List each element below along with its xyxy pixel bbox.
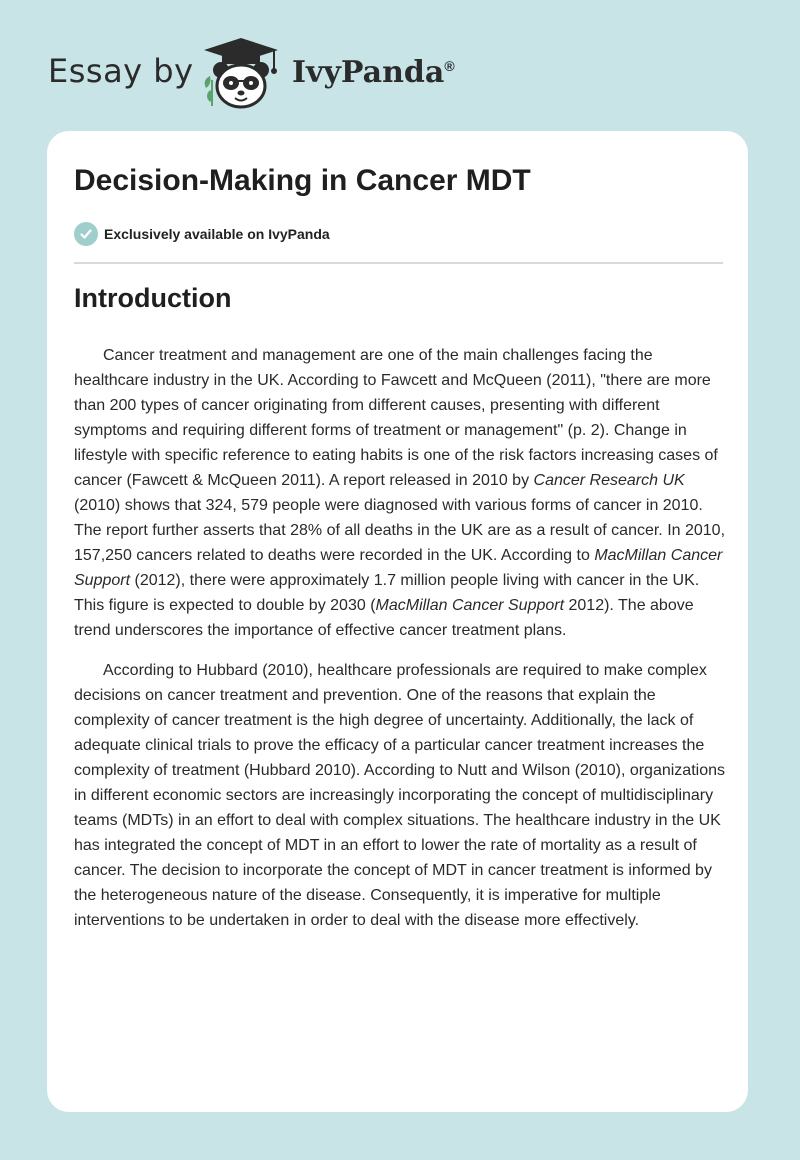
italic-citation: MacMillan Cancer Support (74, 547, 723, 589)
article-card (47, 131, 748, 1112)
section-heading: Introduction (74, 283, 232, 313)
paragraph (74, 658, 726, 933)
site-header (0, 0, 800, 130)
panda-logo-icon[interactable] (200, 36, 282, 110)
italic-citation: Cancer Research UK (533, 472, 685, 489)
registered-mark: ® (444, 58, 455, 74)
checkmark-circle-icon (74, 222, 98, 246)
essay-by-label: Essay by (48, 52, 194, 90)
text-run: Cancer treatment and management are one of the main challenges facing the healthcare industry in the UK. According to Fawcett and McQueen (2011), "there are more than 200 types of cancer originating from different causes, presenting with different symptoms and requiring different forms of treatment or management" (p. 2). Change in lifestyle with specific reference to eating habits is one of the risk factors increasing cases of cancer (Fawcett & McQueen 2011). A report released in 2010 by (74, 347, 718, 489)
text-run: 2012). The above trend underscores the importance of effective cancer treatment plans. (74, 597, 694, 639)
exclusive-badge (74, 222, 330, 246)
page-title: Decision-Making in Cancer MDT (74, 164, 531, 197)
paragraph (74, 343, 726, 643)
text-run: According to Hubbard (2010), healthcare professionals are required to make complex decisions on cancer treatment and prevention. One of the reasons that explain the complexity of cancer treatment is the high degree of uncertainty. Additionally, the lack of adequate clinical trials to prove the efficacy of a particular cancer treatment increases the complexity of treatment (Hubbard 2010). According to Nutt and Wilson (2010), organizations in different economic sectors are increasingly incorporating the concept of multidisciplinary teams (MDTs) in an effort to deal with complex situations. The healthcare industry in the UK has integrated the concept of MDT in an effort to lower the rate of mortality as a result of cancer. The decision to incorporate the concept of MDT in cancer treatment is informed by the heterogeneous nature of the disease. Consequently, it is imperative for multiple interventions to be undertaken in order to deal with the disease more effectively. (74, 662, 725, 929)
brand-name[interactable]: IvyPanda® (292, 55, 455, 90)
exclusive-badge-label: Exclusively available on IvyPanda (104, 226, 330, 242)
text-run: (2010) shows that 324, 579 people were diagnosed with various forms of cancer in 2010. The report further asserts that 28% of all deaths in the UK are as a result of cancer. In 2010, 157,250 cancers related to deaths were recorded in the UK. According to (74, 497, 726, 564)
text-run: (2012), there were approximately 1.7 million people living with cancer in the UK. This figure is expected to double by 2030 ( (74, 572, 700, 614)
italic-citation: MacMillan Cancer Support (375, 597, 565, 614)
article-body (74, 343, 726, 948)
divider (74, 262, 723, 264)
